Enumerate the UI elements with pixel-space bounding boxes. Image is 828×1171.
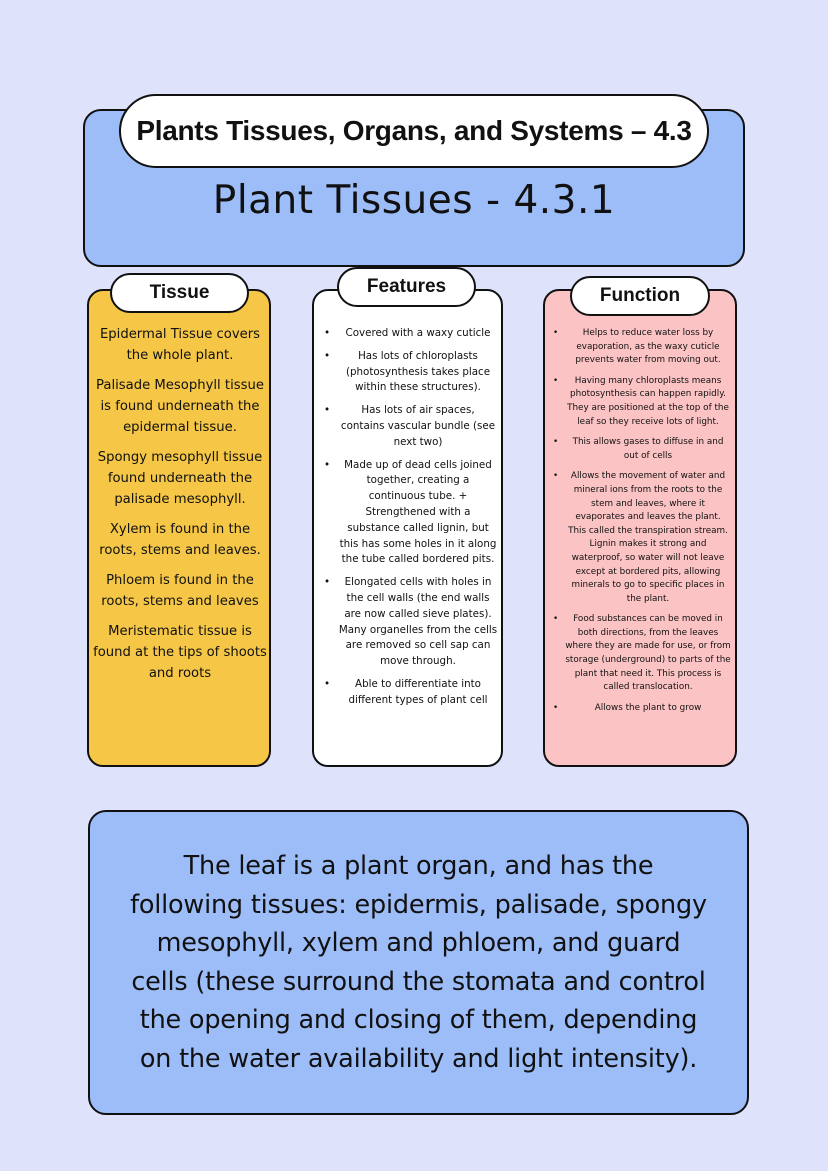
main-title: Plants Tissues, Organs, and Systems – 4.3 (119, 94, 709, 168)
feature-item: • Has lots of chloroplasts (photosynthesis takes place within these structures). (324, 349, 498, 396)
function-item: • Having many chloroplasts means photosynthesis can happen rapidly. They are positioned at the top of the leaf so they receive lots of light. (553, 375, 731, 429)
feature-item: • Has lots of air spaces, contains vascular bundle (see next two) (324, 403, 498, 450)
tissue-item: Epidermal Tissue covers the whole plant. (99, 327, 261, 363)
function-item: • Allows the plant to grow (553, 702, 731, 716)
section-subtitle: Plant Tissues - 4.3.1 (212, 178, 616, 223)
feature-item: • Elongated cells with holes in the cell walls (the end walls are now called sieve plates). Many organelles from the cells are removed so cell sap can move through. (324, 575, 498, 670)
function-item: • Allows the movement of water and mineral ions from the roots to the stem and leaves, where it evaporates and leaves the plant. This called the transpiration stream. Lignin makes it strong and waterproof, so water will not leave except at bordered pits, allowing minerals to go to specific places in the plant. (553, 470, 731, 606)
tissue-item: Phloem is found in the roots, stems and leaves (101, 573, 259, 609)
function-heading: Function (570, 276, 710, 316)
tissue-list (87, 324, 273, 693)
feature-item: • Covered with a waxy cuticle (324, 326, 498, 342)
function-item: • Food substances can be moved in both directions, from the leaves where they are made for use, or from storage (underground) to parts of the plant that need it. This process is called translocation. (553, 613, 731, 695)
tissue-item: Spongy mesophyll tissue found underneath the palisade mesophyll. (97, 450, 263, 507)
features-heading: Features (337, 267, 476, 307)
features-list (324, 326, 498, 716)
function-item: • This allows gases to diffuse in and out of cells (553, 436, 731, 463)
function-list (553, 327, 731, 722)
leaf-organ-summary: The leaf is a plant organ, and has the following tissues: epidermis, palisade, spongy mesophyll, xylem and phloem, and guard cells (these surround the stomata and control the opening and closing of them, depending on the water availability and light intensity). (130, 851, 707, 1074)
tissue-item: Xylem is found in the roots, stems and leaves. (99, 522, 261, 558)
tissue-heading: Tissue (110, 273, 249, 313)
feature-item: • Made up of dead cells joined together, creating a continuous tube. + Strengthened with a substance called lignin, but this has some holes in it along the tube called bordered pits. (324, 458, 498, 569)
tissue-item: Palisade Mesophyll tissue is found underneath the epidermal tissue. (96, 378, 264, 435)
feature-item: • Able to differentiate into different types of plant cell (324, 677, 498, 709)
tissue-item: Meristematic tissue is found at the tips of shoots and roots (93, 624, 267, 681)
function-item: • Helps to reduce water loss by evaporation, as the waxy cuticle prevents water from moving out. (553, 327, 731, 368)
footer-panel (88, 810, 749, 1115)
